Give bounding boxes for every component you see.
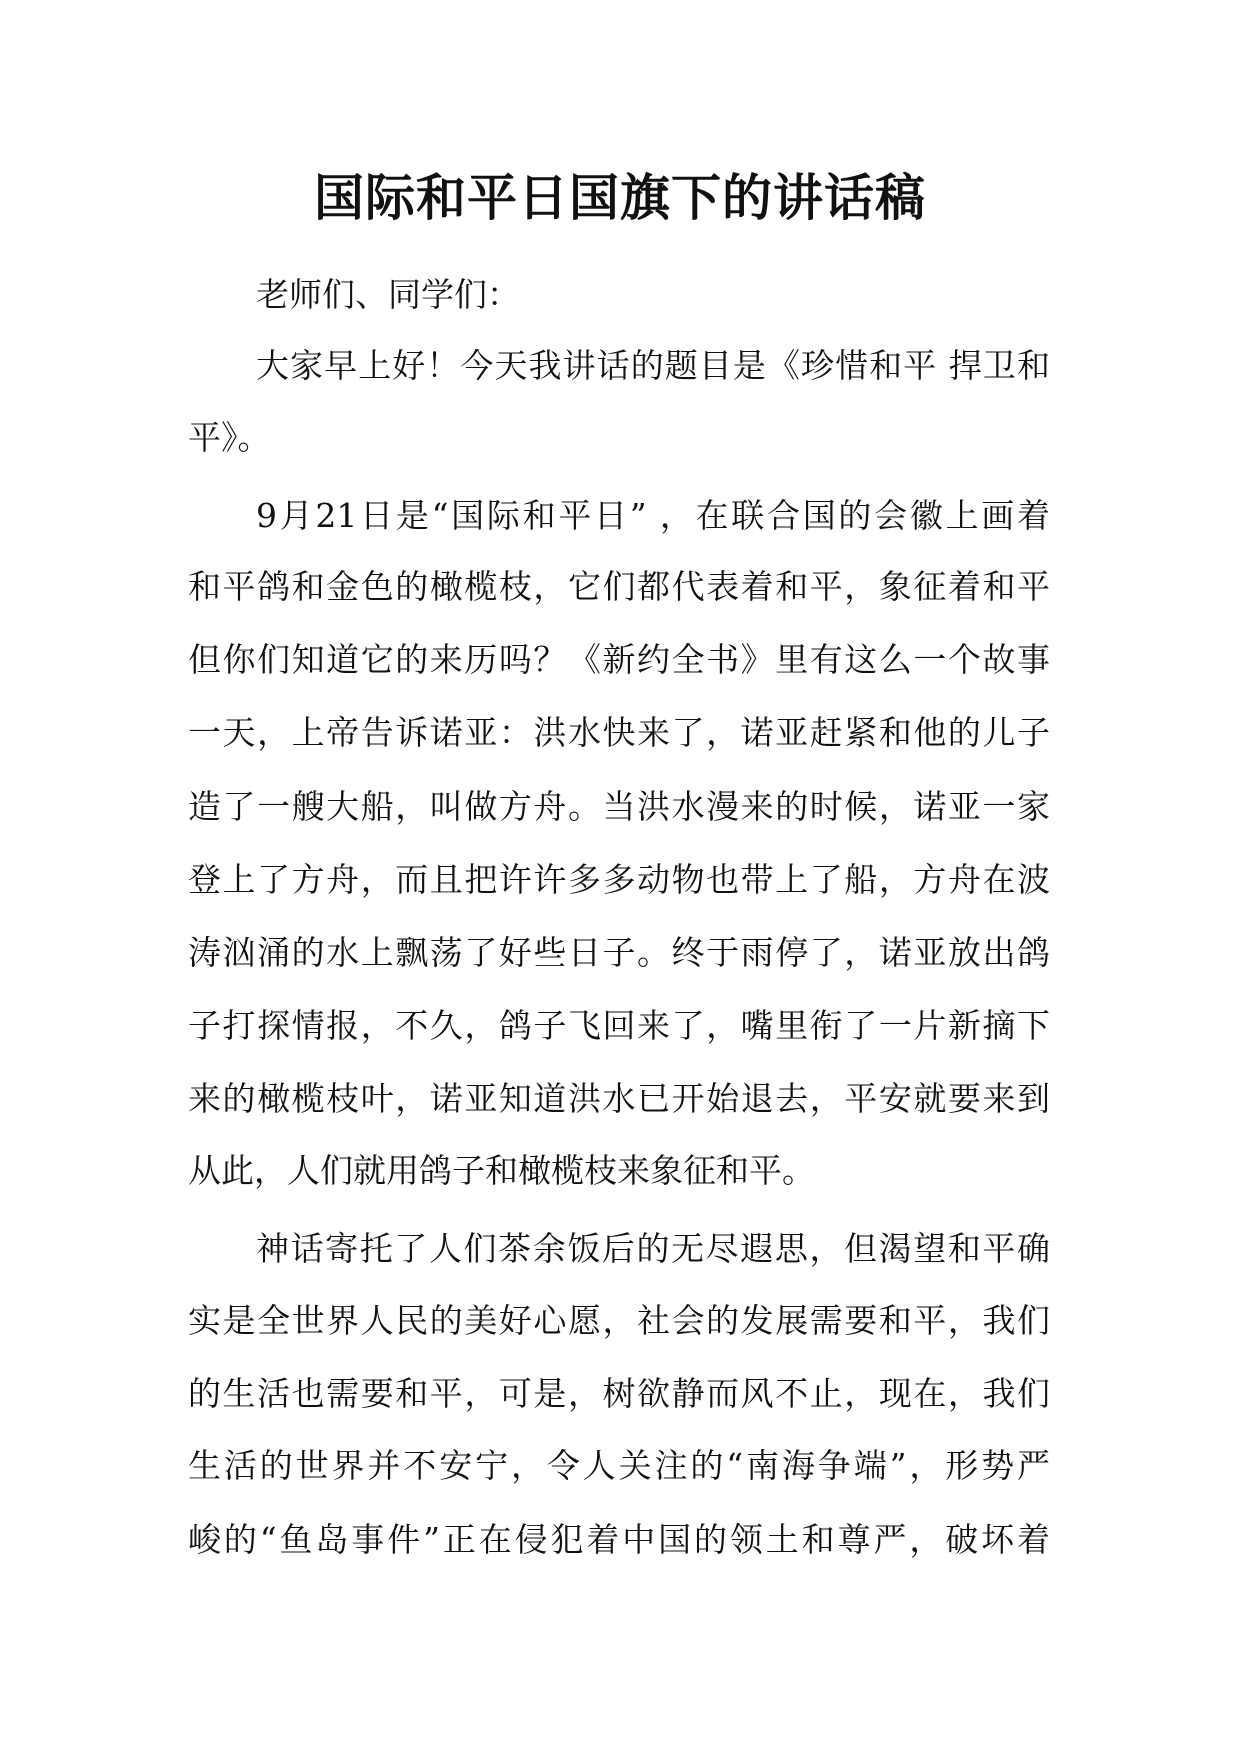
paragraph-line: 生活的世界并不安宁，令人关注的“南海争端”，形势严 [188, 1446, 1050, 1485]
paragraph-line: 涛汹涌的水上飘荡了好些日子。终于雨停了，诺亚放出鸽 [188, 933, 1050, 972]
paragraph-line: 但你们知道它的来历吗？《新约全书》里有这么一个故事 [188, 640, 1050, 679]
paragraph-line: 实是全世界人民的美好心愿，社会的发展需要和平，我们 [188, 1301, 1050, 1340]
paragraph-line: 9月21日是“国际和平日” ，在联合国的会徽上画着 [256, 496, 1050, 535]
document-title: 国际和平日国旗下的讲话稿 [314, 169, 926, 227]
paragraph-line: 大家早上好！今天我讲话的题目是《珍惜和平 捍卫和 [256, 346, 1050, 385]
paragraph-line: 神话寄托了人们茶余饭后的无尽遐思，但渴望和平确 [256, 1229, 1050, 1268]
paragraph-line: 一天，上帝告诉诺亚：洪水快来了，诺亚赶紧和他的儿子 [188, 713, 1050, 752]
paragraph-line: 造了一艘大船，叫做方舟。当洪水漫来的时候，诺亚一家 [188, 787, 1050, 826]
paragraph-line: 子打探情报，不久，鸽子飞回来了，嘴里衔了一片新摘下 [188, 1006, 1050, 1045]
paragraph-line: 登上了方舟，而且把许许多多动物也带上了船，方舟在波 [188, 860, 1050, 899]
paragraph-line: 来的橄榄枝叶，诺亚知道洪水已开始退去，平安就要来到 [188, 1079, 1050, 1118]
paragraph-line: 从此，人们就用鸽子和橄榄枝来象征和平。 [188, 1151, 815, 1190]
paragraph-line: 和平鸽和金色的橄榄枝，它们都代表着和平，象征着和平 [188, 567, 1050, 606]
salutation-line: 老师们、同学们： [256, 275, 520, 314]
paragraph-line: 平》。 [188, 418, 271, 457]
paragraph-line: 峻的“鱼岛事件”正在侵犯着中国的领土和尊严，破坏着 [188, 1520, 1050, 1559]
paragraph-line: 的生活也需要和平，可是，树欲静而风不止，现在，我们 [188, 1374, 1050, 1413]
